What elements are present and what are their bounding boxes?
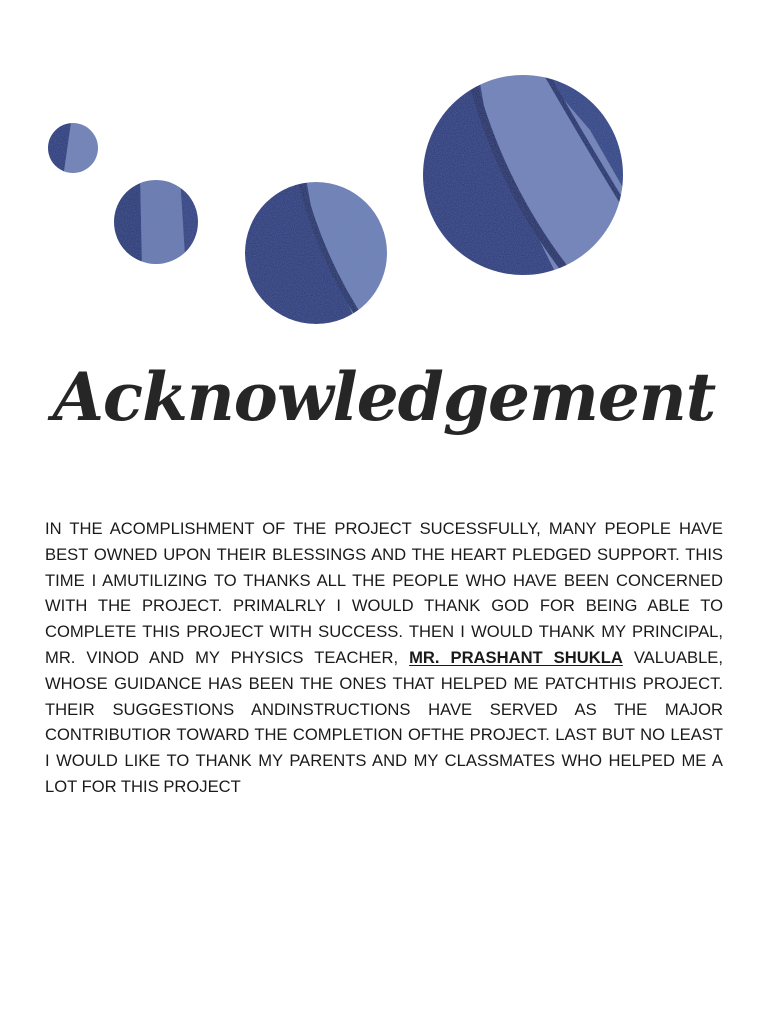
decorative-circles <box>0 0 768 340</box>
circle-small <box>40 115 110 185</box>
acknowledgement-paragraph <box>45 516 723 800</box>
paragraph-text-start: IN THE ACOMPLISHMENT OF THE PROJECT SUCESSFULLY, MANY PEOPLE HAVE BEST OWNED UPON THEIR BLESSINGS AND THE HEART PLEDGED SUPPORT. THIS TIME I AMUTILIZING TO THANKS ALL THE PEOPLE WHO HAVE BEEN CONCERNED WITH THE PROJECT. PRIMALRLY I WOULD THANK GOD FOR BEING ABLE TO COMPLETE THIS PROJECT WITH SUCCESS. THEN I WOULD THANK MY PRINCIPAL, MR. VINOD AND MY PHYSICS TEACHER, <box>45 519 723 667</box>
circle-medium-small <box>110 176 205 271</box>
circle-large <box>420 72 630 282</box>
paragraph-text-end: VALUABLE, WHOSE GUIDANCE HAS BEEN THE ONES THAT HELPED ME PATCHTHIS PROJECT. THEIR SUGGESTIONS ANDINSTRUCTIONS HAVE SERVED AS THE MAJOR CONTRIBUTIOR TOWARD THE COMPLETION OFTHE PROJECT. LAST BUT NO LEAST I WOULD LIKE TO THANK MY PARENTS AND MY CLASSMATES WHO HELPED ME A LOT FOR THIS PROJECT <box>45 647 723 796</box>
circle-medium <box>240 178 392 330</box>
page-title: Acknowledgement <box>52 358 716 436</box>
teacher-name: MR. PRASHANT SHUKLA <box>409 647 623 667</box>
